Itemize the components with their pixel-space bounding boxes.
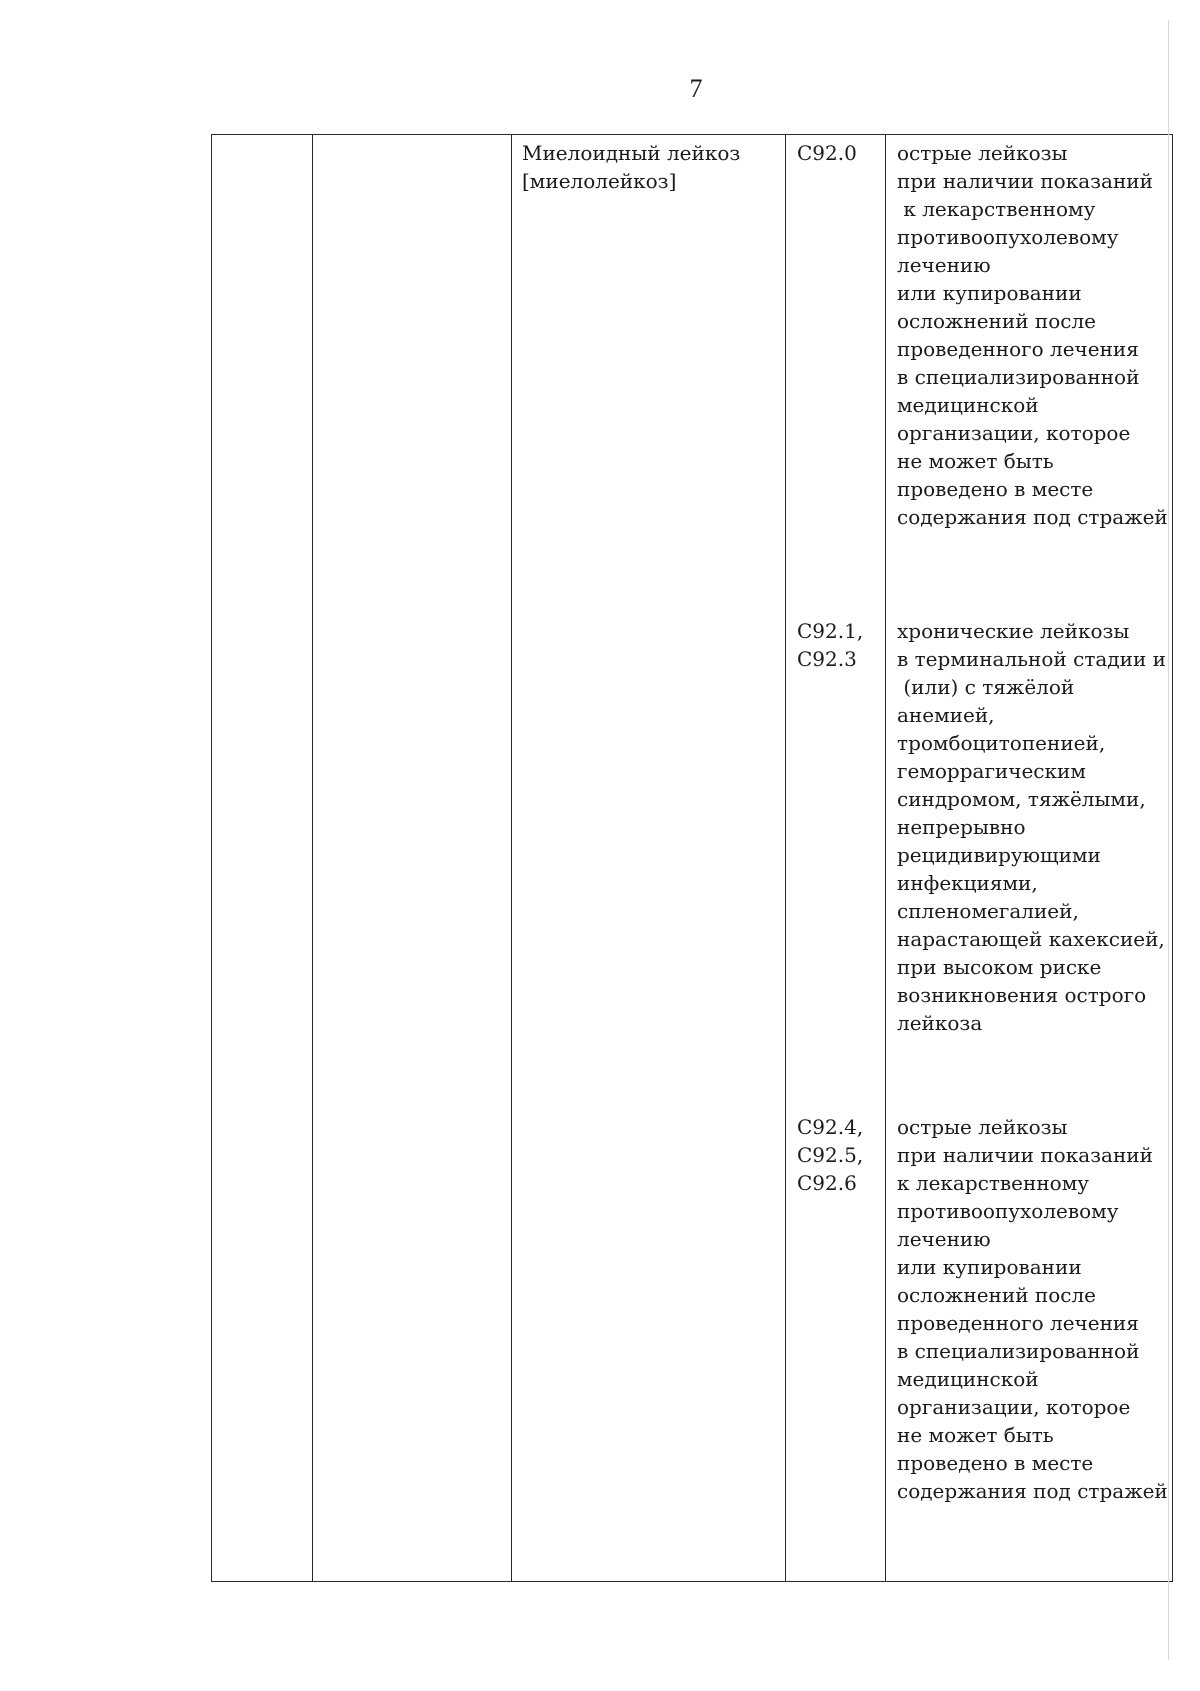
icd-code-group-3: C92.4, C92.5, C92.6 <box>797 1115 864 1195</box>
diagnosis-cell: Миелоидный лейкоз [миелолейкоз] <box>522 141 741 193</box>
condition-text-3: острые лейкозы при наличии показаний к лекарственному противоопухолевому лечению или купировании осложнений после проведенного лечения в специализированной медицинской организации, которое не может быть проведено в месте содержания под стражей <box>897 1115 1168 1503</box>
icd-code-group-1: C92.0 <box>797 141 857 165</box>
document-table <box>211 134 1173 1582</box>
scan-edge-line <box>1168 20 1169 1660</box>
column-divider <box>312 135 313 1581</box>
column-divider <box>511 135 512 1581</box>
condition-text-1: острые лейкозы при наличии показаний к лекарственному противоопухолевому лечению или купировании осложнений после проведенного лечения в специализированной медицинской организации, которое не может быть проведено в месте содержания под стражей <box>897 141 1168 529</box>
column-divider <box>785 135 786 1581</box>
page-number: 7 <box>689 74 703 103</box>
column-divider <box>885 135 886 1581</box>
condition-text-2: хронические лейкозы в терминальной стадии и (или) с тяжёлой анемией, тромбоцитопенией, геморрагическим синдромом, тяжёлыми, непрерывно рецидивирующими инфекциями, спленомегалией, нарастающей кахексией, при высоком риске возникновения острого лейкоза <box>897 619 1166 1035</box>
icd-code-group-2: C92.1, C92.3 <box>797 619 864 671</box>
